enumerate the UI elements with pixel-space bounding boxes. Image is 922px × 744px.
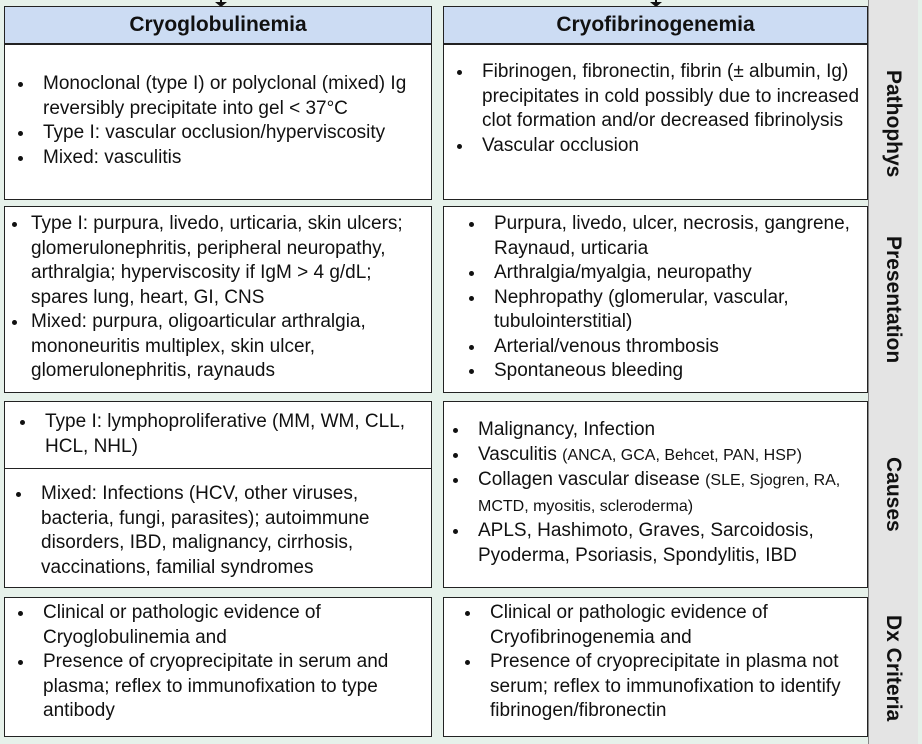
list-item — [446, 443, 861, 469]
row-label-dx-criteria: Dx Criteria — [868, 592, 918, 744]
cryofibrinogenemia-presentation-cell — [443, 206, 868, 393]
list-item: Malignancy, Infection — [446, 418, 861, 443]
row-label-causes: Causes — [868, 396, 918, 592]
list-item: Monoclonal (type I) or polyclonal (mixed) Ig reversibly precipitate into gel < 37°C — [11, 72, 425, 121]
header-cryoglobulinemia: Cryoglobulinemia — [4, 6, 432, 44]
arrow-down-icon — [655, 0, 657, 5]
list-item: Purpura, livedo, ulcer, necrosis, gangrene, Raynaud, urticaria — [462, 212, 861, 261]
cryoglobulinemia-causes-cell — [4, 401, 432, 588]
cryoglobulinemia-pathophys-cell — [4, 44, 432, 200]
row-label-pathophys: Pathophys — [868, 44, 918, 204]
list-item: Vascular occlusion — [450, 134, 861, 159]
list-item: Fibrinogen, fibronectin, fibrin (± albumin, Ig) precipitates in cold possibly due to increased clot formation and/or decreased fibrinolysis — [450, 60, 861, 134]
list-item: Clinical or pathologic evidence of Cryofibrinogenemia and — [458, 601, 861, 650]
list-item: Type I: lymphoproliferative (MM, WM, CLL, HCL, NHL) — [13, 410, 425, 459]
cryofibrinogenemia-pathophys-cell — [443, 44, 868, 200]
list-item: Type I: vascular occlusion/hyperviscosity — [11, 121, 425, 146]
list-item-text: Vasculitis — [478, 443, 563, 465]
list-item: Spontaneous bleeding — [462, 359, 861, 384]
list-item: Mixed: purpura, oligoarticular arthralgia, mononeuritis multiplex, skin ulcer, glomerulonephritis, raynauds — [5, 310, 427, 384]
cell-divider — [5, 468, 431, 469]
list-item-detail: (SLE, Sjogren, RA, MCTD, myositis, scleroderma) — [478, 472, 841, 515]
list-item-detail: (ANCA, GCA, Behcet, PAN, HSP) — [562, 446, 802, 464]
list-item: Mixed: vasculitis — [11, 146, 425, 171]
cryoglobulinemia-presentation-cell — [4, 206, 432, 393]
list-item: Mixed: Infections (HCV, other viruses, bacteria, fungi, parasites); autoimmune disorders, IBD, malignancy, cirrhosis, vaccinations, familial syndromes — [9, 482, 425, 580]
list-item: Nephropathy (glomerular, vascular, tubulointerstitial) — [462, 286, 861, 335]
list-item: APLS, Hashimoto, Graves, Sarcoidosis, Pyoderma, Psoriasis, Spondylitis, IBD — [446, 519, 861, 568]
list-item — [446, 468, 861, 519]
list-item: Presence of cryoprecipitate in serum and plasma; reflex to immunofixation to type antibody — [11, 650, 425, 724]
cryofibrinogenemia-dx-cell — [443, 597, 868, 737]
list-item: Type I: purpura, livedo, urticaria, skin ulcers; glomerulonephritis, peripheral neuropathy, arthralgia; hyperviscosity if IgM > 4 g/dL; spares lung, heart, GI, CNS — [5, 212, 427, 310]
row-label-presentation: Presentation — [868, 204, 918, 396]
list-item: Arterial/venous thrombosis — [462, 335, 861, 360]
list-item: Arthralgia/myalgia, neuropathy — [462, 261, 861, 286]
cryofibrinogenemia-causes-cell — [443, 401, 868, 588]
header-cryofibrinogenemia: Cryofibrinogenemia — [443, 6, 868, 44]
list-item: Presence of cryoprecipitate in plasma not serum; reflex to immunofixation to identify fibrinogen/fibronectin — [458, 650, 861, 724]
list-item-text: Collagen vascular disease — [478, 469, 706, 490]
list-item: Clinical or pathologic evidence of Cryoglobulinemia and — [11, 601, 425, 650]
cryoglobulinemia-dx-cell — [4, 597, 432, 737]
side-header-filler — [868, 0, 918, 44]
arrow-down-icon — [220, 0, 222, 5]
